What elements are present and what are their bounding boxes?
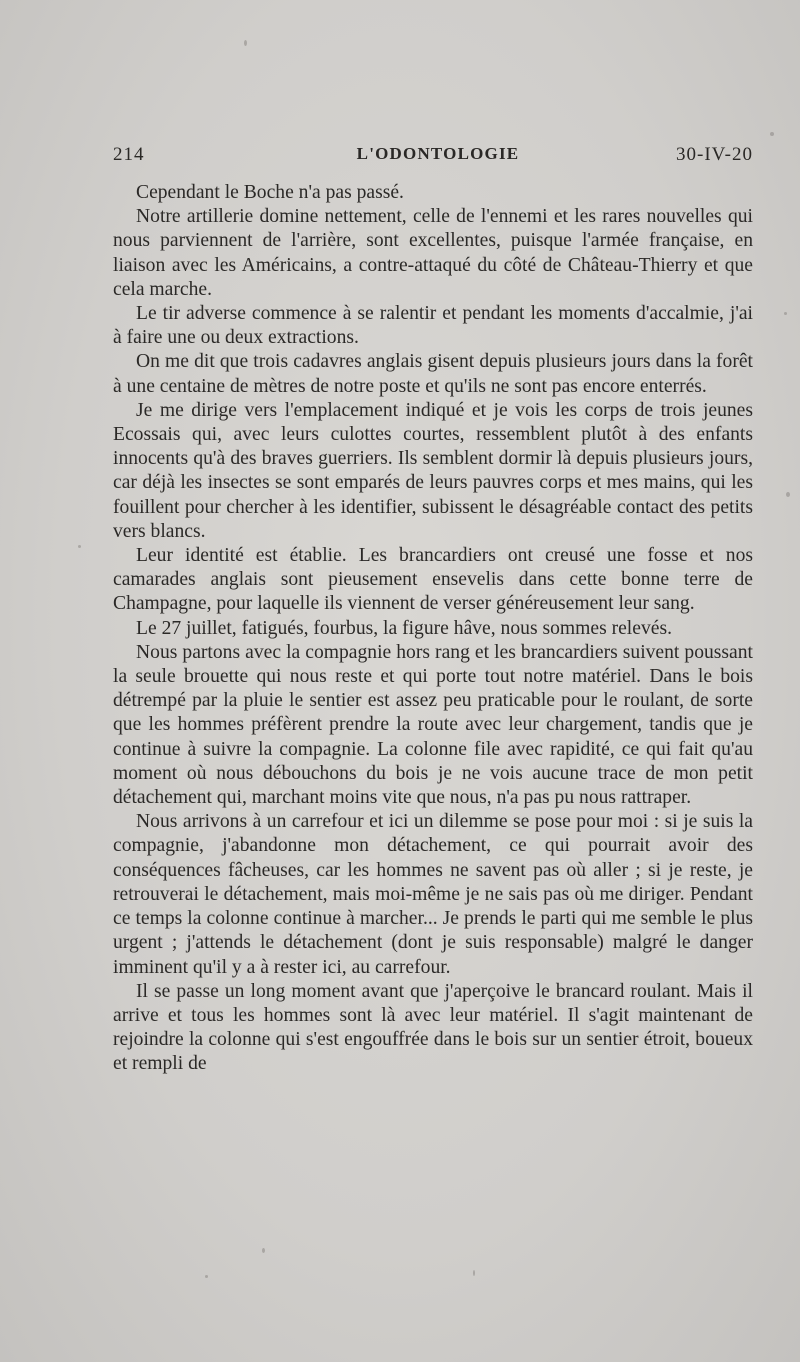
issue-date: 30-IV-20: [676, 144, 753, 165]
paper-speck: [786, 492, 790, 497]
paper-speck: [784, 312, 787, 315]
paragraph: Leur identité est établie. Les brancardiers ont creusé une fosse et nos camarades anglais sont pieusement ensevelis dans cette bonne terre de Champagne, pour laquelle ils viennent de verser généreusement leur sang.: [113, 545, 753, 615]
paper-speck: [205, 1275, 208, 1278]
paragraph: Nous arrivons à un carrefour et ici un dilemme se pose pour moi : si je suis la compagnie, j'abandonne mon détachement, ce qui pourrait avoir des conséquences fâcheuses, car les hommes ne savent pas où aller ; si je reste, je retrouverai le détachement, mais moi-même je ne sais pas où me diriger. Pendant ce temps la colonne continue à marcher... Je prends le parti qui me semble le plus urgent ; j'attends le détachement (dont je suis responsable) malgré le danger imminent qu'il y a à rester ici, au carrefour.: [113, 811, 753, 978]
running-header: [113, 144, 753, 172]
paragraph: Le 27 juillet, fatigués, fourbus, la figure hâve, nous sommes relevés.: [136, 617, 672, 639]
paragraph: On me dit que trois cadavres anglais gisent depuis plusieurs jours dans la forêt à une centaine de mètres de notre poste et qu'ils ne sont pas encore enterrés.: [113, 351, 753, 397]
paragraph: Notre artillerie domine nettement, celle de l'ennemi et les rares nouvelles qui nous parviennent de l'arrière, sont excellentes, puisque l'armée française, en liaison avec les Américains, a contre-attaqué du côté de Château-Thierry et que cela marche.: [113, 206, 753, 300]
body-text: [113, 181, 753, 1077]
paragraph: Le tir adverse commence à se ralentir et pendant les moments d'accalmie, j'ai à faire une ou deux extractions.: [113, 303, 753, 349]
journal-title: L'ODONTOLOGIE: [356, 144, 520, 163]
paper-speck: [244, 40, 247, 46]
paragraph: Cependant le Boche n'a pas passé.: [136, 182, 404, 203]
paragraph: Il se passe un long moment avant que j'aperçoive le brancard roulant. Mais il arrive et tous les hommes sont là avec leur matériel. Il s'agit maintenant de rejoindre la colonne qui s'est engouffrée dans le bois sur un sentier étroit, boueux et rempli de: [113, 980, 753, 1075]
paragraph: Nous partons avec la compagnie hors rang et les brancardiers suivent poussant la seule brouette qui nous reste et qui porte tout notre matériel. Dans le bois détrempé par la pluie le sentier est assez peu praticable pour le roulant, de sorte que les hommes préfèrent prendre la route avec leur chargement, tandis que je continue à suivre la compagnie. La colonne file avec rapidité, ce qui fait qu'au moment où nous débouchons du bois je ne vois aucune trace de mon petit détachement qui, marchant moins vite que nous, n'a pas pu nous rattraper.: [113, 641, 753, 809]
paper-speck: [262, 1248, 265, 1253]
paper-speck: [770, 132, 774, 136]
page-number: 214: [113, 144, 145, 165]
paragraph: Je me dirige vers l'emplacement indiqué et je vois les corps de trois jeunes Ecossais qui, avec leurs culottes courtes, ressemblent plutôt à des enfants innocents qu'à des braves guerriers. Ils semblent dormir là depuis plusieurs jours, car déjà les insectes se sont emparés de leurs pauvres corps et mes mains, qui les fouillent pour chercher à les identifier, subissent le désagréable contact des petits vers blancs.: [113, 399, 753, 542]
paper-speck: [78, 545, 81, 548]
paper-speck: [473, 1270, 475, 1276]
